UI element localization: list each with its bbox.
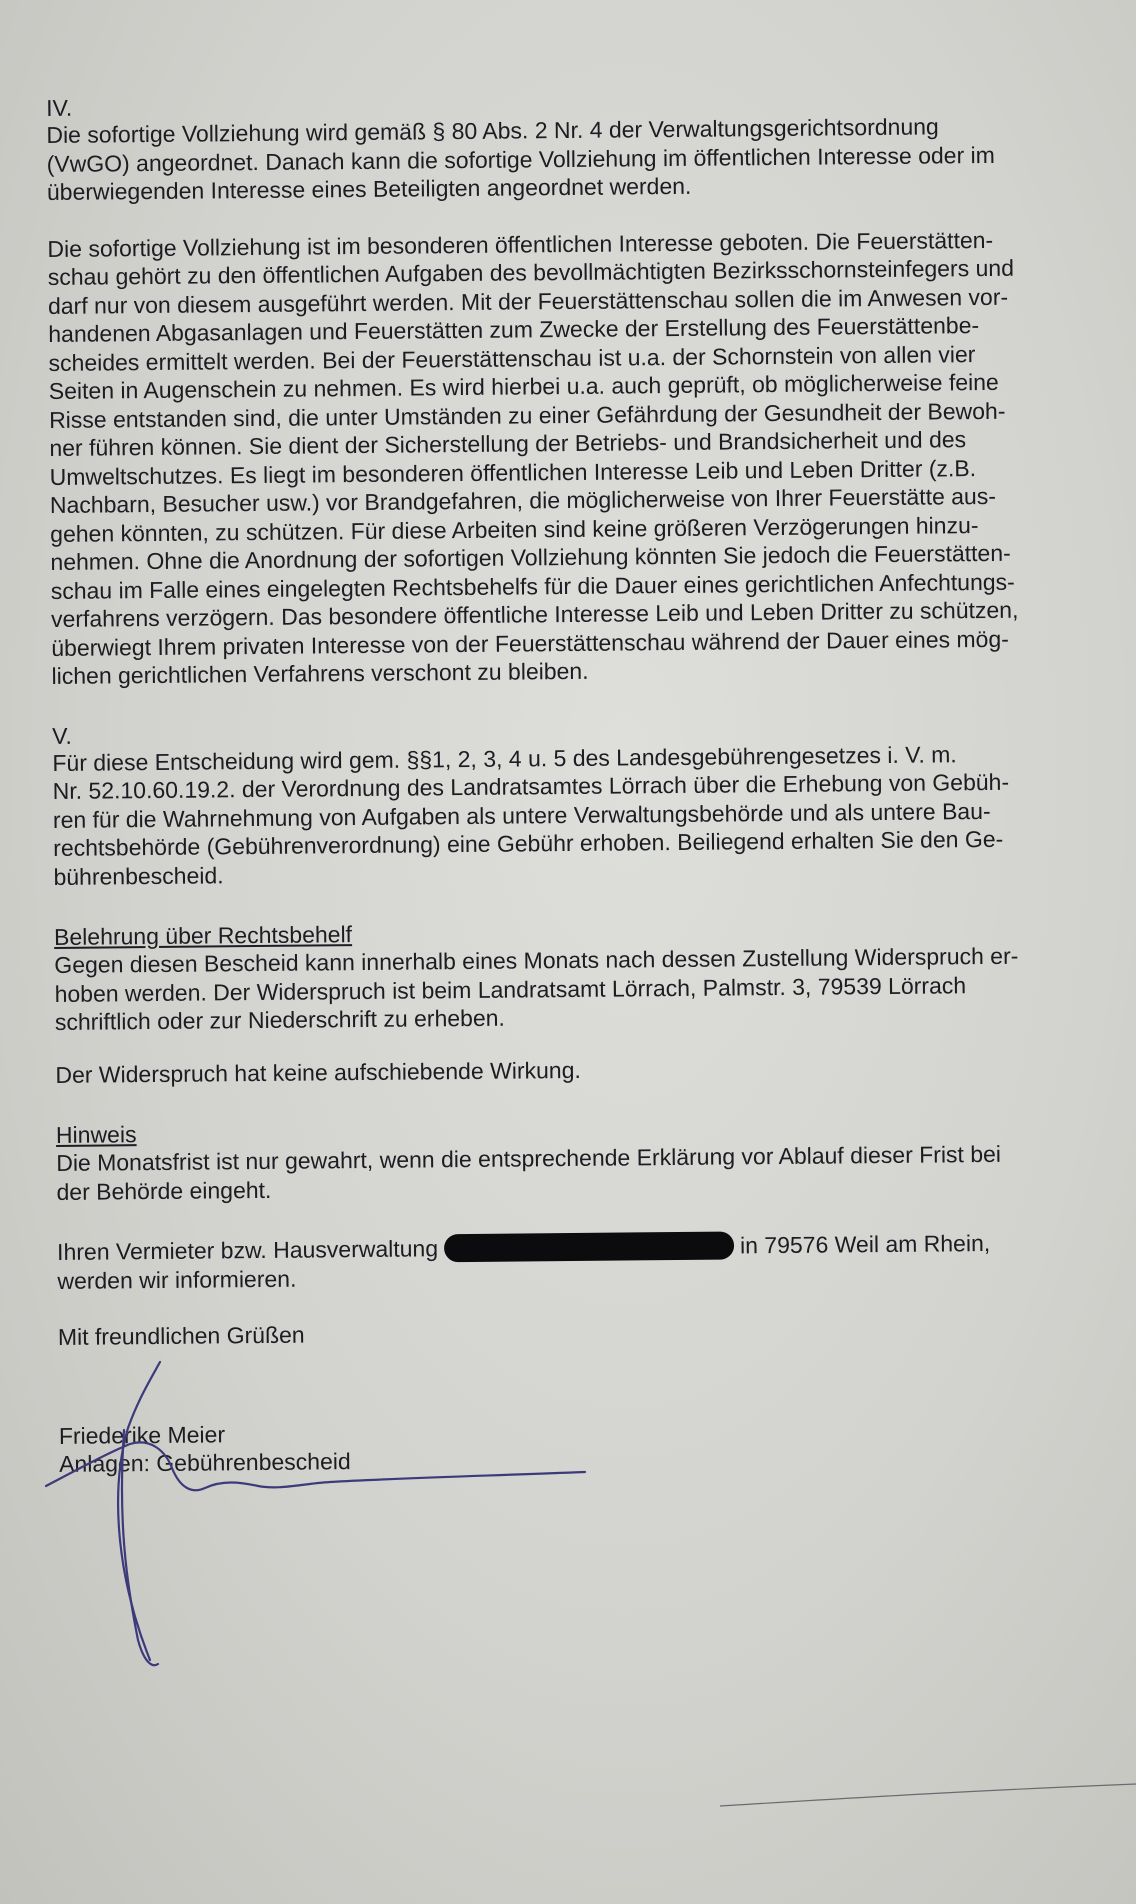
text-line: ren für die Wahrnehmung von Aufgaben als untere Verwaltungsbehörde und als untere Bau- (52, 797, 991, 833)
text-line: hoben werden. Der Widerspruch ist beim Landratsamt Lörrach, Palmstr. 3, 79539 Lörrach (54, 971, 967, 1007)
text-line: (VwGO) angeordnet. Danach kann die sofortige Vollziehung im öffentlichen Interesse oder im (46, 141, 995, 177)
section-v-number: V. (52, 722, 72, 749)
text-line: handenen Abgasanlagen und Feuerstätten zum Zwecke der Erstellung des Feuerstättenbe- (48, 312, 980, 347)
text-line: schau im Falle eines eingelegten Rechtsbehelfs für die Dauer eines gerichtlichen Anfechtungs- (50, 568, 1015, 604)
text-line: Mit freundlichen Grüßen (57, 1321, 305, 1350)
text-line: überwiegenden Interesse eines Beteiligten angeordnet werden. (46, 172, 692, 205)
rechtsbehelf-paragraph (54, 941, 1135, 1037)
text-line: rechtsbehörde (Gebührenverordnung) eine Gebühr erhoben. Beiliegend erhalten Sie den Ge- (53, 825, 1004, 861)
text-line: Nachbarn, Besucher usw.) vor Brandgefahren, die möglicherweise von Ihrer Feuerstätte aus- (49, 482, 997, 518)
text-line: bührenbescheid. (53, 861, 224, 890)
rechtsbehelf-heading: Belehrung über Rechtsbehelf (53, 921, 353, 950)
section-iv-paragraph-2 (47, 224, 1131, 690)
redaction-bar (444, 1231, 734, 1262)
text-line: Seiten in Augenschein zu nehmen. Es wird hierbei u.a. auch geprüft, ob möglicherweise feine (48, 368, 999, 404)
text-line: schriftlich oder zur Niederschrift zu erheben. (54, 1004, 505, 1035)
text-line: lichen gerichtlichen Verfahrens verschont zu bleiben. (51, 657, 589, 689)
text-line: Für diese Entscheidung wird gem. §§1, 2, 3, 4 u. 5 des Landesgebührengesetzes i. V. m. (52, 740, 957, 776)
text-line: Gegen diesen Bescheid kann innerhalb eines Monats nach dessen Zustellung Widerspruch er- (54, 942, 1019, 978)
section-iv-number: IV. (46, 94, 73, 121)
letter-body (46, 85, 1136, 1479)
text-line: ner führen können. Sie dient der Sicherstellung der Betriebs- und Brandsicherheit und des (49, 426, 967, 461)
text-line: der Behörde eingeht. (56, 1176, 272, 1205)
text-line: scheides ermittelt werden. Bei der Feuerstättenschau ist u.a. der Schornstein von allen vier (48, 340, 976, 376)
text-line: Nr. 52.10.60.19.2. der Verordnung des Landratsamtes Lörrach über die Erhebung von Gebüh- (52, 768, 1010, 804)
vermieter-text-before: Ihren Vermieter bzw. Hausverwaltung (56, 1235, 439, 1265)
hinweis-paragraph (56, 1139, 1136, 1206)
section-iv-paragraph-1 (46, 111, 1127, 207)
text-line: nehmen. Ohne die Anordnung der sofortigen Vollziehung könnten Sie jedoch die Feuerstätten- (50, 539, 1011, 575)
text-line: Die Monatsfrist ist nur gewahrt, wenn die entsprechende Erklärung vor Ablauf dieser Frist bei (56, 1140, 1002, 1176)
vermieter-text-after: in 79576 Weil am Rhein, (739, 1229, 991, 1259)
text-line: gehen könnten, zu schützen. Für diese Arbeiten sind keine größeren Verzögerungen hinzu- (50, 511, 979, 547)
text-line: überwiegt Ihrem privaten Interesse von der Feuerstättenschau während der Dauer eines mög- (51, 625, 1009, 661)
text-line: darf nur von diesem ausgeführt werden. Mit der Feuerstättenschau sollen die im Anwesen vor- (47, 283, 1009, 319)
text-line: schau gehört zu den öffentlichen Aufgaben des bevollmächtigten Bezirksschornsteinfegers und (47, 254, 1015, 290)
signatory-name: Friederike Meier (58, 1420, 226, 1449)
text-line: Umweltschutzes. Es liegt im besonderen öffentlichen Interesse Leib und Leben Dritter (z.B. (49, 454, 977, 490)
text-line: verfahrens verzögern. Das besondere öffentliche Interesse Leib und Leben Dritter zu schützen, (50, 596, 1019, 632)
text-line: werden wir informieren. (57, 1265, 297, 1294)
hinweis-heading: Hinweis (55, 1121, 137, 1148)
text-line: Risse entstanden sind, die unter Umständen zu einer Gefährdung der Gesundheit der Bewoh- (48, 397, 1006, 433)
text-line: Der Widerspruch hat keine aufschiebende Wirkung. (55, 1056, 581, 1088)
text-line: Die sofortige Vollziehung ist im besonderen öffentlichen Interesse geboten. Die Feuerstätten- (47, 226, 994, 262)
fold-line (720, 1784, 1136, 1806)
section-v-paragraph (52, 738, 1133, 891)
attachments-line: Anlagen: Gebührenbescheid (59, 1448, 351, 1477)
text-line: Die sofortige Vollziehung wird gemäß § 80 Abs. 2 Nr. 4 der Verwaltungsgerichtsordnung (46, 113, 939, 148)
signatory (59, 1411, 1136, 1478)
